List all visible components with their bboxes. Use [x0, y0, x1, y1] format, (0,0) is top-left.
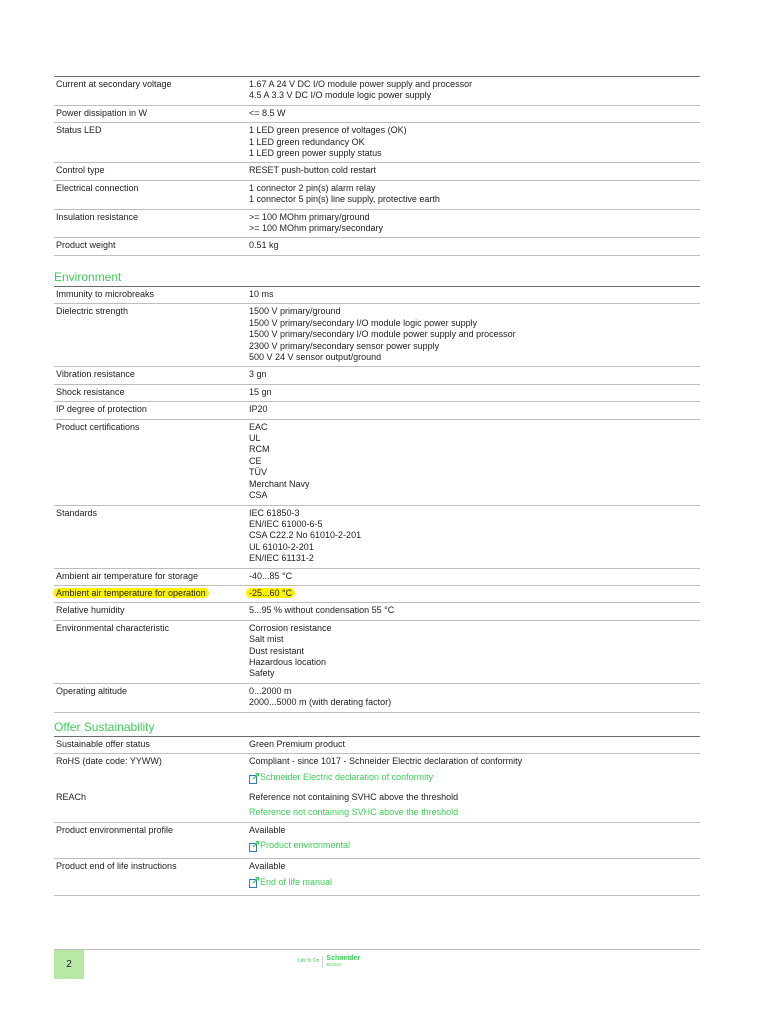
spec-label-text: RoHS (date code: YYWW)	[56, 756, 162, 767]
spec-row	[54, 123, 700, 163]
spec-label-text: REACh	[56, 791, 87, 802]
spec-value-text: Dust resistant	[249, 645, 305, 656]
spec-row	[54, 287, 700, 304]
spec-value-line	[249, 148, 700, 159]
spec-row	[54, 238, 700, 255]
spec-label	[54, 859, 247, 896]
spec-row	[54, 737, 700, 754]
spec-value-text: CSA	[249, 490, 268, 501]
document-link[interactable]	[249, 772, 433, 783]
general-specs-table	[54, 76, 700, 256]
spec-label	[54, 77, 247, 106]
spec-value-line	[249, 387, 700, 398]
spec-value-line	[249, 165, 700, 176]
spec-value-text: CE	[249, 455, 262, 466]
spec-value-line	[249, 571, 700, 582]
spec-value-text: Available	[249, 861, 286, 872]
spec-row	[54, 603, 700, 620]
spec-label-text: Insulation resistance	[56, 211, 139, 222]
spec-value-text: RESET push-button cold restart	[249, 165, 376, 176]
document-link-text: Product environmental	[260, 840, 351, 851]
spec-label-text: Product end of life instructions	[56, 861, 177, 872]
spec-row	[54, 568, 700, 585]
spec-value-text: <= 8.5 W	[249, 107, 286, 118]
spec-value-line	[249, 194, 700, 205]
spec-value	[247, 754, 700, 790]
spec-value-line	[249, 456, 700, 467]
spec-value-text: 0.51 kg	[249, 240, 279, 251]
spec-value-line	[249, 137, 700, 148]
spec-label-text: Dielectric strength	[56, 306, 129, 317]
document-link-text: Schneider Electric declaration of conformity	[260, 771, 434, 782]
spec-value-text: Reference not containing SVHC above the threshold	[249, 791, 459, 802]
spec-value-text: Safety	[249, 668, 275, 679]
spec-value-line	[249, 108, 700, 119]
spec-value-text: 1 connector 5 pin(s) line supply, protective earth	[249, 194, 440, 205]
spec-value-text: 1 LED green power supply status	[249, 148, 382, 159]
spec-label-text: Shock resistance	[56, 386, 125, 397]
spec-label-text: Electrical connection	[56, 182, 139, 193]
spec-value-text: Green Premium product	[249, 739, 346, 749]
spec-value-text: 2000...5000 m (with derating factor)	[249, 697, 392, 708]
spec-label-text: Environmental characteristic	[56, 622, 170, 633]
spec-value-line	[249, 369, 700, 380]
spec-value-line	[249, 467, 700, 478]
spec-value-line	[249, 90, 700, 101]
spec-label-text: Product weight	[56, 240, 116, 251]
spec-row	[54, 505, 700, 568]
spec-value	[247, 822, 700, 859]
spec-value-text: -40...85 °C	[249, 570, 293, 581]
spec-label-text: Vibration resistance	[56, 369, 135, 380]
spec-label-text: Standards	[56, 507, 98, 518]
spec-value	[247, 105, 700, 122]
spec-value-line	[249, 433, 700, 444]
spec-value-text: Hazardous location	[249, 656, 327, 667]
brand-name: Schneider	[326, 955, 361, 962]
spec-value-text: Merchant Navy	[249, 478, 310, 489]
spec-value-line	[249, 404, 700, 415]
spec-label	[54, 105, 247, 122]
offer-sustainability-section	[54, 720, 700, 896]
environment-section	[54, 270, 700, 713]
spec-label	[54, 754, 247, 790]
spec-label	[54, 163, 247, 180]
document-link[interactable]	[249, 807, 458, 818]
spec-value-text: CSA C22.2 No 61010-2-201	[249, 530, 362, 541]
spec-value-line	[249, 79, 700, 90]
environment-table	[54, 286, 700, 713]
spec-row	[54, 790, 700, 822]
footer-divider	[54, 949, 700, 950]
spec-row	[54, 384, 700, 401]
external-document-icon	[249, 877, 259, 887]
spec-row	[54, 180, 700, 209]
spec-label-text: Product certifications	[56, 421, 140, 432]
schneider-logo	[326, 956, 360, 968]
link-line	[249, 840, 700, 855]
spec-value-text: 0...2000 m	[249, 685, 292, 696]
spec-row	[54, 163, 700, 180]
spec-value-line	[249, 341, 700, 352]
spec-row	[54, 419, 700, 505]
general-specs-section	[54, 76, 700, 256]
spec-value	[247, 790, 700, 822]
external-document-icon	[249, 773, 259, 783]
spec-row	[54, 304, 700, 367]
spec-row	[54, 105, 700, 122]
spec-value-text: Salt mist	[249, 634, 284, 645]
spec-value	[247, 603, 700, 620]
document-link-text: Reference not containing SVHC above the threshold	[249, 807, 459, 818]
spec-value-text: Compliant - since 1017 - Schneider Electric declaration of conformity	[249, 756, 523, 767]
page-number: 2	[54, 950, 84, 979]
spec-value-line	[249, 739, 700, 750]
spec-label	[54, 790, 247, 822]
spec-value-line	[249, 646, 700, 657]
spec-value-text: IP20	[249, 404, 268, 415]
spec-label-text: Status LED	[56, 125, 102, 136]
spec-label-text: Power dissipation in W	[56, 107, 148, 118]
spec-value-text: 2300 V primary/secondary sensor power supply	[249, 340, 440, 351]
spec-row	[54, 683, 700, 712]
spec-value-text: EN/IEC 61000-6-5	[249, 518, 323, 529]
spec-value-line	[249, 605, 700, 616]
spec-value-text: Corrosion resistance	[249, 622, 332, 633]
spec-label-text: Immunity to microbreaks	[56, 289, 155, 299]
spec-value-text: EN/IEC 61131-2	[249, 553, 314, 564]
spec-value-text: 1500 V primary/secondary I/O module power supply and processor	[249, 329, 516, 340]
spec-value-line	[249, 530, 700, 541]
spec-value-line	[249, 212, 700, 223]
spec-value-line	[249, 519, 700, 530]
spec-label	[54, 304, 247, 367]
spec-value	[247, 737, 700, 754]
spec-value-line	[249, 623, 700, 634]
spec-label	[54, 585, 247, 602]
spec-value-text: 1 LED green presence of voltages (OK)	[249, 125, 407, 136]
spec-label	[54, 384, 247, 401]
spec-label	[54, 737, 247, 754]
spec-value-line	[249, 490, 700, 501]
spec-value-line	[249, 479, 700, 490]
spec-value-line	[249, 686, 700, 697]
spec-label	[54, 822, 247, 859]
spec-row	[54, 585, 700, 602]
spec-value	[247, 859, 700, 896]
brand-logo	[298, 956, 360, 968]
spec-value-line	[249, 657, 700, 668]
spec-value-line	[249, 508, 700, 519]
spec-value	[247, 568, 700, 585]
spec-label	[54, 568, 247, 585]
spec-label	[54, 238, 247, 255]
spec-value-line	[249, 634, 700, 645]
offer-sustainability-table	[54, 736, 700, 896]
spec-value-text: 15 gn	[249, 386, 272, 397]
spec-value-line	[249, 756, 700, 767]
spec-value	[247, 620, 700, 683]
document-link[interactable]	[249, 877, 332, 888]
spec-label-text: Control type	[56, 165, 105, 176]
spec-value-text: -25...60 °C	[246, 588, 295, 598]
spec-value	[247, 238, 700, 255]
spec-value	[247, 505, 700, 568]
spec-label-text: Current at secondary voltage	[56, 79, 172, 89]
brand-separator	[322, 956, 323, 968]
spec-value-text: 5...95 % without condensation 55 °C	[249, 605, 395, 616]
spec-row	[54, 77, 700, 106]
spec-label-text: Product environmental profile	[56, 824, 174, 835]
spec-value-line	[249, 183, 700, 194]
spec-row	[54, 402, 700, 419]
spec-value	[247, 402, 700, 419]
spec-label	[54, 620, 247, 683]
brand-sub: Electric	[326, 962, 342, 967]
spec-value-line	[249, 697, 700, 708]
spec-value	[247, 287, 700, 304]
spec-value	[247, 77, 700, 106]
spec-value-text: 1500 V primary/secondary I/O module logic power supply	[249, 317, 478, 328]
spec-value-text: 4.5 A 3.3 V DC I/O module logic power supply	[249, 90, 432, 101]
external-document-icon	[249, 841, 259, 851]
spec-label	[54, 603, 247, 620]
spec-row	[54, 367, 700, 384]
spec-value-line	[249, 861, 700, 872]
spec-value-text: 1.67 A 24 V DC I/O module power supply and processor	[249, 79, 473, 89]
spec-value-line	[249, 329, 700, 340]
spec-value-line	[249, 668, 700, 679]
spec-value-text: UL 61010-2-201	[249, 541, 314, 552]
spec-value-text: 1 connector 2 pin(s) alarm relay	[249, 182, 376, 193]
spec-value	[247, 419, 700, 505]
spec-value-line	[249, 352, 700, 363]
spec-row	[54, 822, 700, 859]
spec-value-text: IEC 61850-3	[249, 507, 300, 518]
environment-title: Environment	[54, 270, 122, 284]
spec-value-text: >= 100 MOhm primary/ground	[249, 211, 370, 222]
spec-value	[247, 209, 700, 238]
spec-value-line	[249, 422, 700, 433]
spec-value	[247, 683, 700, 712]
spec-row	[54, 620, 700, 683]
spec-value-line	[249, 318, 700, 329]
spec-value-text: 10 ms	[249, 289, 274, 299]
spec-label	[54, 180, 247, 209]
spec-value	[247, 180, 700, 209]
spec-value	[247, 585, 700, 602]
spec-row	[54, 859, 700, 896]
brand-tagline: Life Is On	[298, 958, 320, 965]
spec-value-line	[249, 542, 700, 553]
spec-label-text: Relative humidity	[56, 605, 125, 616]
link-line	[249, 877, 700, 892]
spec-value	[247, 384, 700, 401]
spec-value-text: Available	[249, 824, 286, 835]
spec-label-text: IP degree of protection	[56, 404, 147, 415]
spec-value-text: 500 V 24 V sensor output/ground	[249, 352, 382, 363]
document-link[interactable]	[249, 840, 350, 851]
spec-value-text: 1500 V primary/ground	[249, 306, 341, 317]
spec-value-line	[249, 444, 700, 455]
spec-label	[54, 419, 247, 505]
spec-row	[54, 754, 700, 790]
spec-value-line	[249, 825, 700, 836]
spec-value-text: 3 gn	[249, 369, 267, 380]
spec-row	[54, 209, 700, 238]
spec-label	[54, 505, 247, 568]
link-line	[249, 772, 700, 787]
spec-value-line	[249, 289, 700, 300]
spec-label	[54, 367, 247, 384]
spec-value-text: EAC	[249, 421, 268, 432]
spec-value-text: 1 LED green redundancy OK	[249, 136, 365, 147]
spec-value-line	[249, 306, 700, 317]
spec-label	[54, 287, 247, 304]
spec-value	[247, 367, 700, 384]
spec-value-line	[249, 588, 700, 599]
spec-value-text: UL	[249, 433, 261, 444]
spec-label	[54, 209, 247, 238]
spec-value-text: TÜV	[249, 467, 267, 478]
spec-label-text: Ambient air temperature for operation	[53, 588, 209, 598]
spec-label	[54, 683, 247, 712]
spec-value-text: RCM	[249, 444, 270, 455]
offer-sustainability-title: Offer Sustainability	[54, 720, 155, 734]
spec-label	[54, 402, 247, 419]
link-line	[249, 807, 700, 818]
document-link-text: End of life manual	[260, 876, 333, 887]
spec-label-text: Operating altitude	[56, 685, 128, 696]
spec-value-line	[249, 240, 700, 251]
spec-label-text: Sustainable offer status	[56, 739, 150, 749]
spec-value	[247, 304, 700, 367]
spec-value-text: >= 100 MOhm primary/secondary	[249, 223, 384, 234]
spec-value	[247, 163, 700, 180]
spec-label	[54, 123, 247, 163]
spec-value-line	[249, 223, 700, 234]
spec-value-line	[249, 792, 700, 803]
spec-value-line	[249, 553, 700, 564]
spec-label-text: Ambient air temperature for storage	[56, 570, 199, 581]
spec-value-line	[249, 125, 700, 136]
spec-value	[247, 123, 700, 163]
